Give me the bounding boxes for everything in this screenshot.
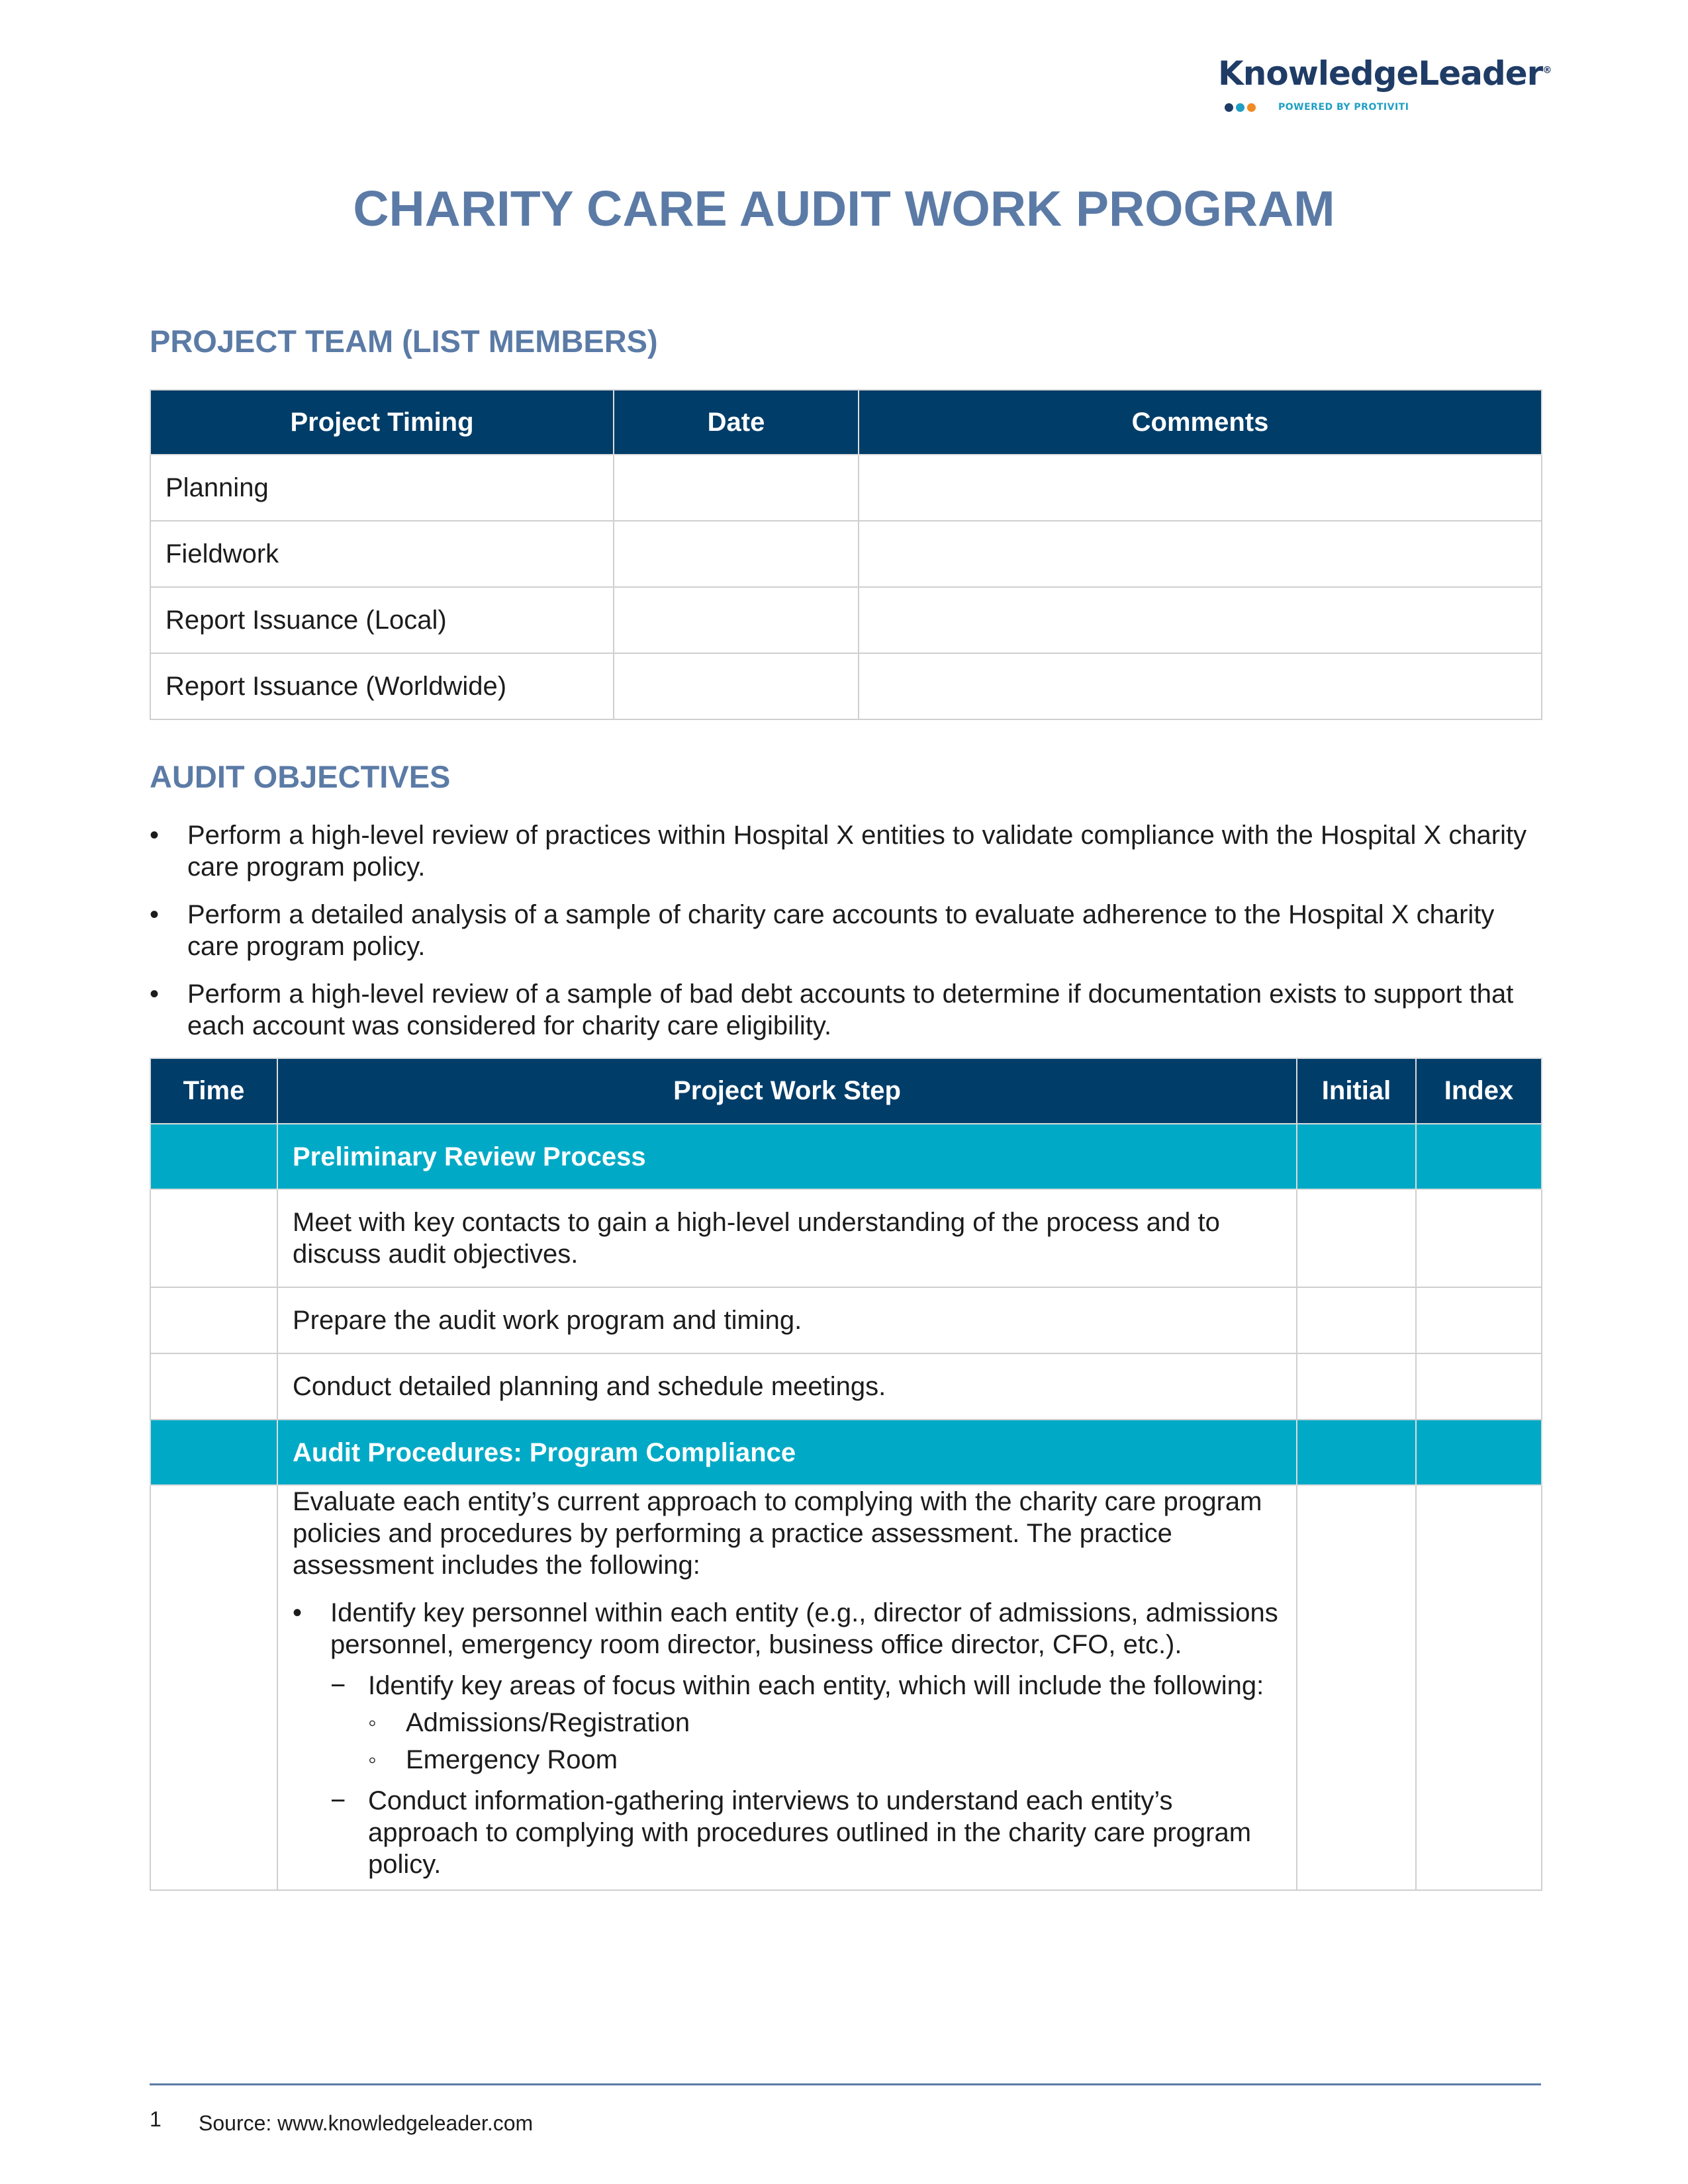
project-team-heading: PROJECT TEAM (LIST MEMBERS) bbox=[150, 324, 658, 359]
knowledgeleader-logo bbox=[1218, 54, 1552, 113]
column-header-initial: Initial bbox=[1297, 1058, 1416, 1124]
audit-objectives-list bbox=[150, 819, 1541, 1058]
table-row bbox=[150, 1287, 1542, 1353]
comments-cell[interactable] bbox=[859, 653, 1542, 719]
date-cell[interactable] bbox=[614, 653, 859, 719]
work-step-cell bbox=[277, 1485, 1297, 1890]
column-header-date: Date bbox=[614, 390, 859, 455]
list-item bbox=[293, 1597, 1282, 1880]
table-row bbox=[150, 1353, 1542, 1420]
logo-dot-icon bbox=[1236, 103, 1244, 112]
logo-subline bbox=[1225, 102, 1536, 113]
index-cell bbox=[1416, 1420, 1542, 1485]
audit-objectives-heading: AUDIT OBJECTIVES bbox=[150, 759, 451, 794]
timing-cell: Planning bbox=[150, 455, 614, 521]
section-title: Preliminary Review Process bbox=[277, 1124, 1297, 1189]
table-row bbox=[150, 1485, 1542, 1890]
time-cell[interactable] bbox=[150, 1353, 277, 1420]
project-team-table bbox=[150, 389, 1542, 720]
bullet-list bbox=[293, 1597, 1282, 1880]
initial-cell[interactable] bbox=[1297, 1189, 1416, 1287]
timing-cell: Fieldwork bbox=[150, 521, 614, 587]
table-row bbox=[150, 653, 1542, 719]
focus-area-list bbox=[330, 1707, 1282, 1776]
index-cell[interactable] bbox=[1416, 1485, 1542, 1890]
work-step-cell: Prepare the audit work program and timing. bbox=[277, 1287, 1297, 1353]
work-program-table bbox=[150, 1058, 1542, 1891]
table-header-row bbox=[150, 390, 1542, 455]
logo-trademark: ® bbox=[1542, 65, 1552, 76]
index-cell[interactable] bbox=[1416, 1189, 1542, 1287]
logo-dot-icon bbox=[1247, 103, 1256, 112]
table-row bbox=[150, 587, 1542, 653]
date-cell[interactable] bbox=[614, 521, 859, 587]
comments-cell[interactable] bbox=[859, 587, 1542, 653]
comments-cell[interactable] bbox=[859, 521, 1542, 587]
date-cell[interactable] bbox=[614, 455, 859, 521]
initial-cell[interactable] bbox=[1297, 1485, 1416, 1890]
initial-cell bbox=[1297, 1420, 1416, 1485]
time-cell[interactable] bbox=[150, 1485, 277, 1890]
section-row-program-compliance bbox=[150, 1420, 1542, 1485]
table-header-row bbox=[150, 1058, 1542, 1124]
work-step-cell: Conduct detailed planning and schedule meetings. bbox=[277, 1353, 1297, 1420]
time-cell[interactable] bbox=[150, 1287, 277, 1353]
list-item-text: Identify key areas of focus within each entity, which will include the following: bbox=[368, 1671, 1264, 1700]
list-item bbox=[330, 1670, 1282, 1776]
initial-cell bbox=[1297, 1124, 1416, 1189]
logo-dot-icon bbox=[1225, 103, 1233, 112]
initial-cell[interactable] bbox=[1297, 1353, 1416, 1420]
table-row bbox=[150, 1189, 1542, 1287]
list-item: ◦ Admissions/Registration bbox=[368, 1707, 1282, 1739]
section-row-preliminary-review bbox=[150, 1124, 1542, 1189]
column-header-index: Index bbox=[1416, 1058, 1542, 1124]
list-item: • Perform a high-level review of practices within Hospital X entities to validate compliance with the Hospital X charity care program policy. bbox=[150, 819, 1541, 883]
column-header-project-timing: Project Timing bbox=[150, 390, 614, 455]
timing-cell: Report Issuance (Worldwide) bbox=[150, 653, 614, 719]
work-step-cell: Meet with key contacts to gain a high-level understanding of the process and to discuss audit objectives. bbox=[277, 1189, 1297, 1287]
page-number: 1 bbox=[150, 2107, 162, 2131]
logo-name: KnowledgeLeader bbox=[1218, 54, 1543, 93]
logo-tagline: POWERED BY PROTIVITI bbox=[1278, 102, 1409, 113]
time-cell bbox=[150, 1420, 277, 1485]
document-title: CHARITY CARE AUDIT WORK PROGRAM bbox=[353, 181, 1335, 236]
time-cell bbox=[150, 1124, 277, 1189]
index-cell[interactable] bbox=[1416, 1353, 1542, 1420]
list-item: ◦ Emergency Room bbox=[368, 1744, 1282, 1776]
list-item-text: Identify key personnel within each entity (e.g., director of admissions, admissions personnel, emergency room director, business office director, CFO, etc.). bbox=[330, 1598, 1278, 1659]
section-title: Audit Procedures: Program Compliance bbox=[277, 1420, 1297, 1485]
initial-cell[interactable] bbox=[1297, 1287, 1416, 1353]
table-row bbox=[150, 455, 1542, 521]
list-item: • Perform a high-level review of a sample of bad debt accounts to determine if documentation exists to support that each account was considered for charity care eligibility. bbox=[150, 978, 1541, 1042]
work-step-intro: Evaluate each entity’s current approach to complying with the charity care program policies and procedures by performing a practice assessment. The practice assessment includes the following: bbox=[293, 1487, 1262, 1580]
timing-cell: Report Issuance (Local) bbox=[150, 587, 614, 653]
column-header-project-work-step: Project Work Step bbox=[277, 1058, 1297, 1124]
index-cell[interactable] bbox=[1416, 1287, 1542, 1353]
column-header-comments: Comments bbox=[859, 390, 1542, 455]
list-item: − Conduct information-gathering interviews to understand each entity’s approach to complying with procedures outlined in the charity care program policy. bbox=[330, 1785, 1282, 1880]
table-row bbox=[150, 521, 1542, 587]
index-cell bbox=[1416, 1124, 1542, 1189]
list-item: • Perform a detailed analysis of a sample of charity care accounts to evaluate adherence to the Hospital X charity care program policy. bbox=[150, 899, 1541, 962]
sub-list bbox=[293, 1670, 1282, 1880]
footer-divider bbox=[150, 2083, 1541, 2085]
time-cell[interactable] bbox=[150, 1189, 277, 1287]
column-header-time: Time bbox=[150, 1058, 277, 1124]
source-note: Source: www.knowledgeleader.com bbox=[199, 2111, 534, 2135]
date-cell[interactable] bbox=[614, 587, 859, 653]
comments-cell[interactable] bbox=[859, 455, 1542, 521]
